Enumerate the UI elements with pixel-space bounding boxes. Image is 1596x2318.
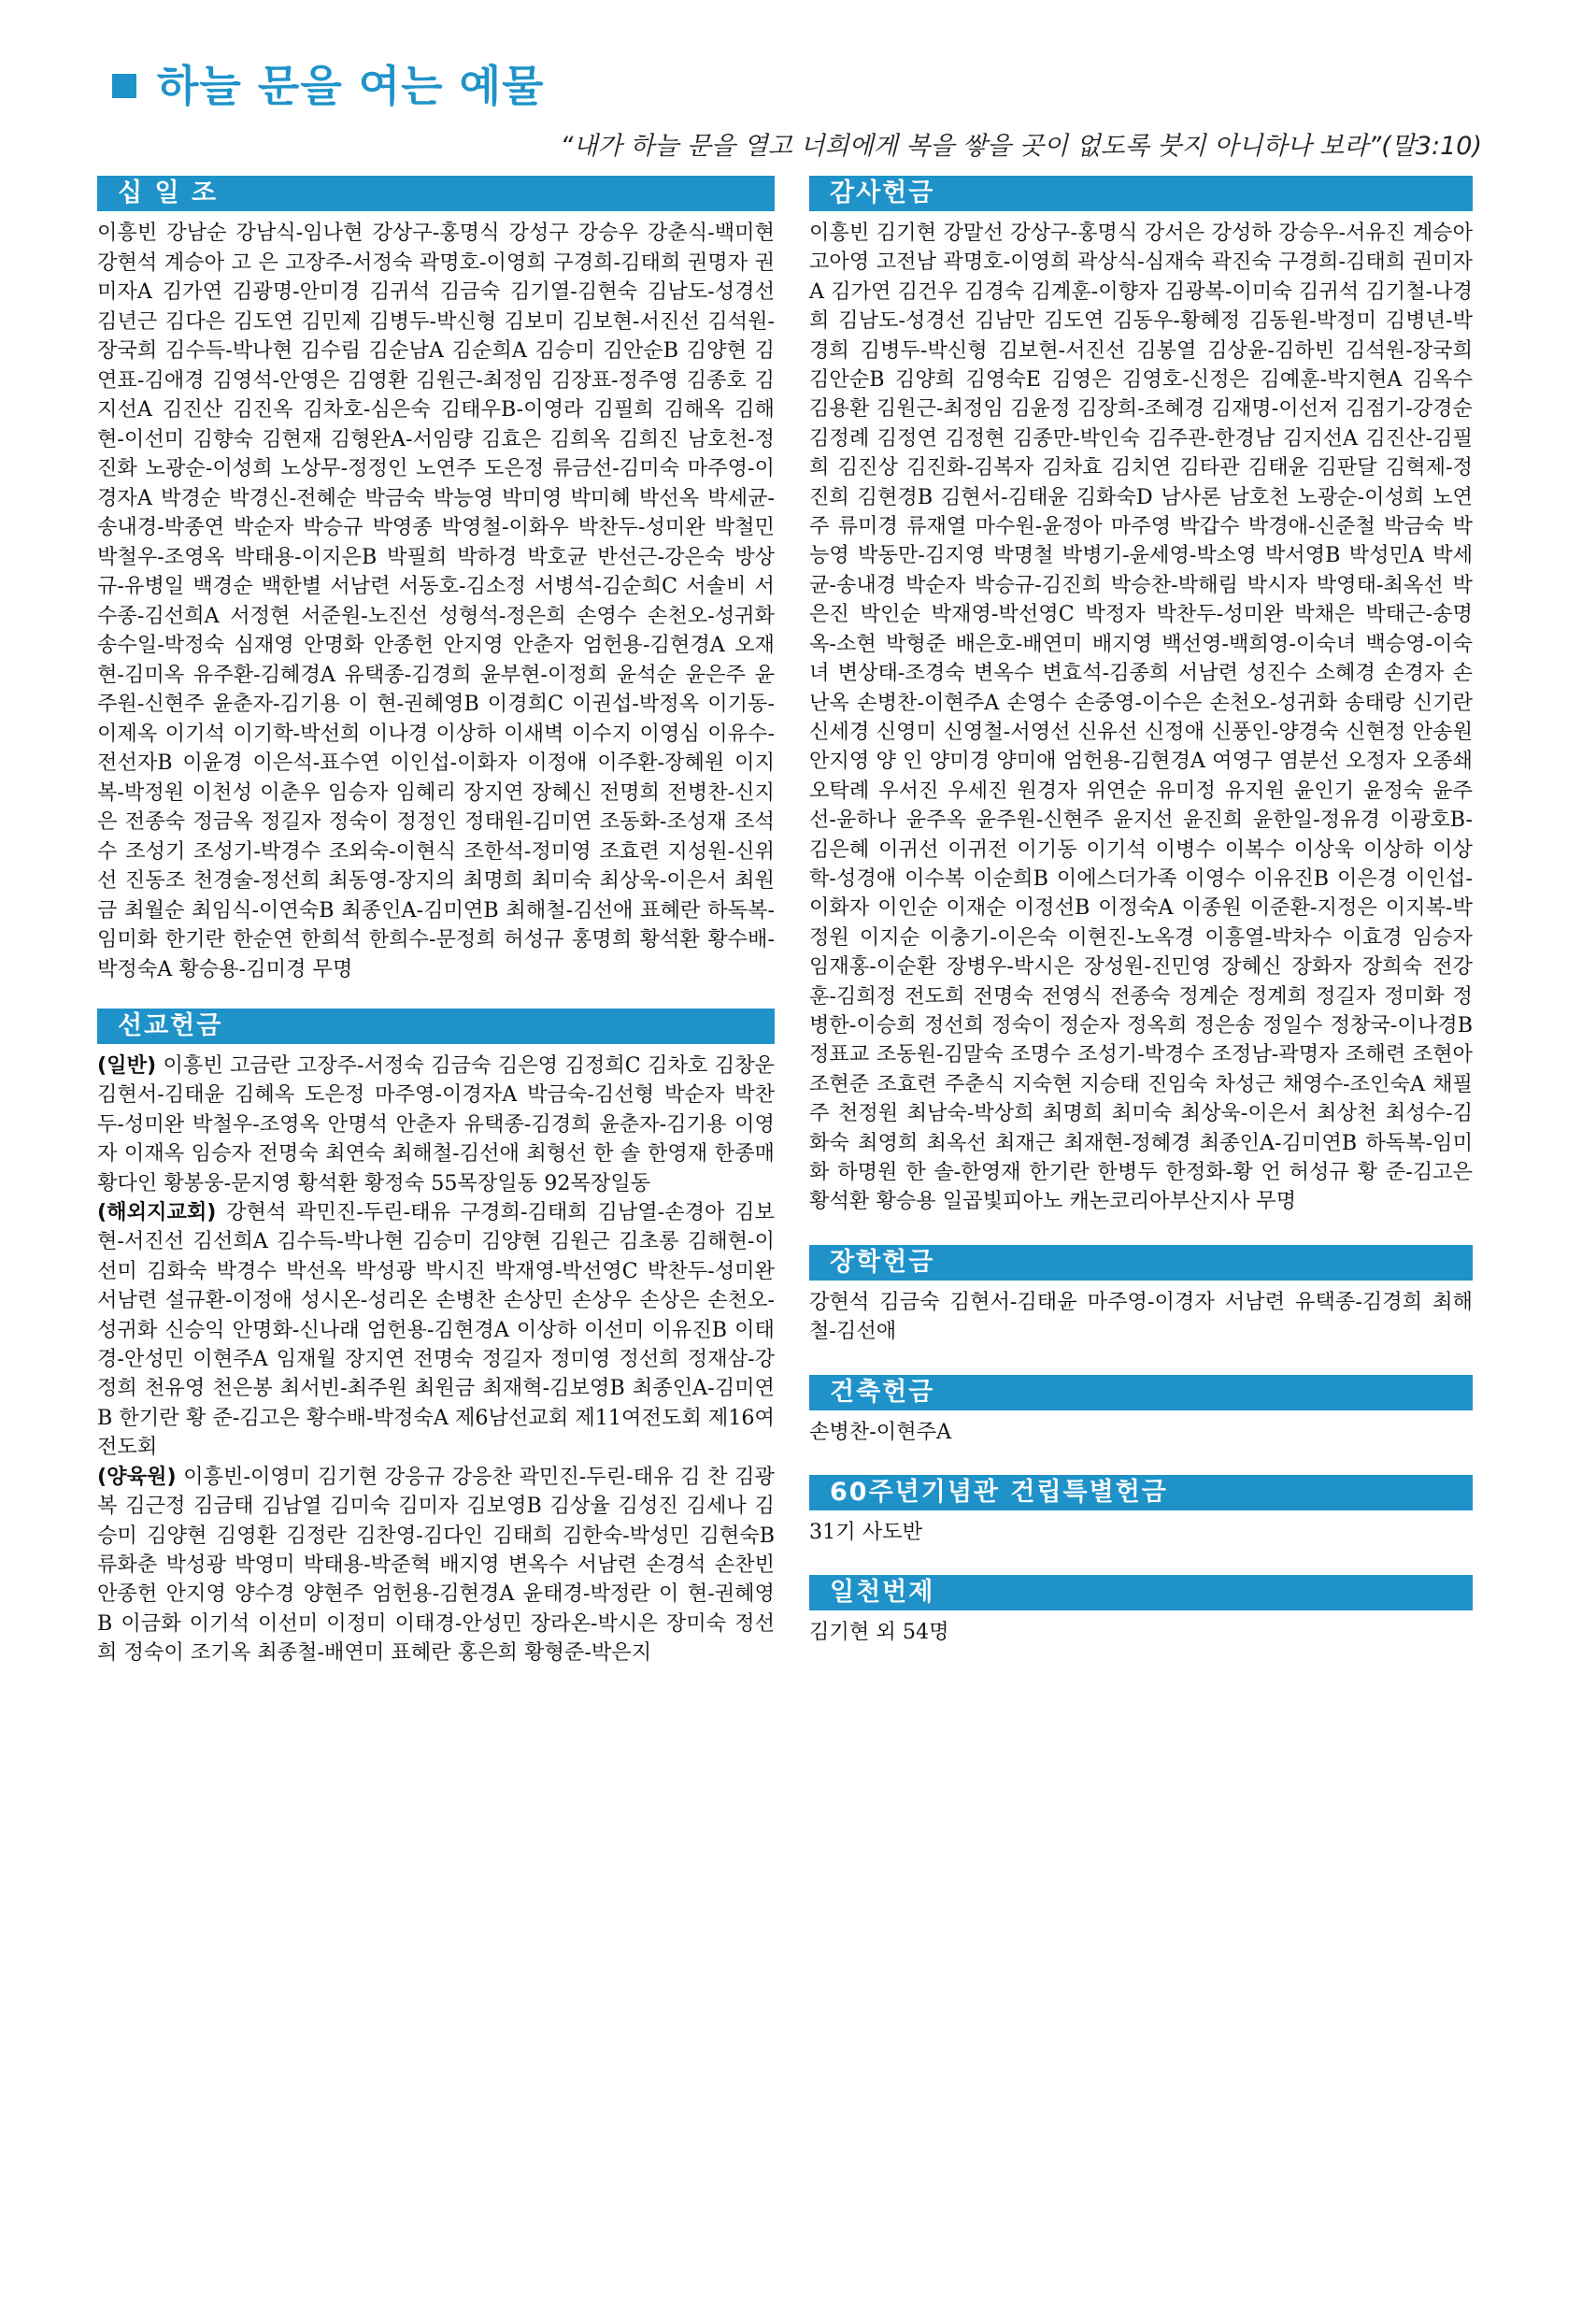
mission-header: 선교헌금 xyxy=(97,1009,775,1044)
scholarship-names: 강현석 김금숙 김현서-김태윤 마주영-이경자 서남련 유택종-김경희 최해철-김선애 xyxy=(809,1289,1473,1344)
scholarship-header: 장학헌금 xyxy=(809,1245,1473,1281)
mission-group-overseas xyxy=(97,1198,775,1463)
tithe-names: 이흥빈 강남순 강남식-임나현 강상구-홍명식 강성구 강승우 강춘식-백미현 강현석 계승아 고 은 고장주-서정숙 곽명호-이영희 구경희-김태희 권명자 권미자A 김가연 김광명-안미경 김귀석 김금숙 김기열-김현숙 김남도-성경선 김년근 김다은 김도연 김민제 김병두-박신형 김보미 김보현-서진선 김석원-장국희 김수득-박나현 김수림 김순남A 김순희A 김승미 김안순B 김양현 김연표-김애경 김영석-안영은 김영환 김원근-최정임 김장표-정주영 김종호 김지선A 김진산 김진옥 김차호-심은숙 김태우B-이영라 김필희 김해옥 김해현-이선미 김향숙 김현재 김형완A-서임량 김효은 김희옥 김희진 남호천-정진화 노광순-이성희 노상무-정정인 노연주 도은정 류금선-김미숙 마주영-이경자A 박경순 박경신-전혜순 박금숙 박능영 박미영 박미혜 박선옥 박세균-송내경-박종연 박순자 박승규 박영종 박영철-이화우 박찬두-성미완 박철민 박철우-조영옥 박태용-이지은B 박필희 박하경 박호균 반선근-강은숙 방상규-유병일 백경순 백한별 서남련 서동호-김소정 서병석-김순희C 서솔비 서수종-김선희A 서정현 서준원-노진선 성형석-정은희 손영수 손천오-성귀화 송수일-박정숙 심재영 안명화 안종헌 안지영 안춘자 엄헌용-김현경A 오재현-김미옥 유주환-김혜경A 유택종-김경희 윤부현-이정희 윤석순 윤은주 윤주원-신현주 윤춘자-김기용 이 현-권혜영B 이경희C 이권섭-박정옥 이기동-이제옥 이기석 이기학-박선희 이나경 이상하 이새벽 이수지 이영심 이유수-전선자B 이윤경 이은석-표수연 이인섭-이화자 이정애 이주환-장혜원 이지복-박정원 이천성 이춘우 임승자 임혜리 장지연 장혜신 전명희 전병찬-신지은 전종숙 정금옥 정길자 정숙이 정정인 정태원-김미연 조동화-조성재 조석수 조성기 조성기-박경수 조외숙-이현식 조한석-정미영 조효련 지성원-신위선 진동조 천경술-정선희 최동영-장지의 최명희 최미숙 최상욱-이은서 최원금 최월순 최임식-이연숙B 최종인A-김미연B 최해철-김선애 표혜란 하독복-임미화 한기란 한순연 한희석 한희수-문정희 허성규 홍명희 황석환 황수배-박정숙A 황승용-김미경 무명 xyxy=(97,221,775,981)
mission-group-general xyxy=(97,1052,775,1198)
left-column xyxy=(97,176,775,1693)
square-bullet-icon xyxy=(112,74,136,98)
mission-group-names: 이흥빈-이영미 김기현 강응규 강응찬 곽민진-두린-태유 김 찬 김광복 김근정 김금태 김남열 김미숙 김미자 김보영B 김상율 김성진 김세나 김승미 김양현 김영환 김정란 김찬영-김다인 김태희 김한숙-박성민 김현숙B 류화춘 박성광 박영미 박태용-박준혁 배지영 변옥수 서남련 손경석 손찬빈 안종헌 안지영 양수경 양현주 엄헌용-김현경A 윤태경-박정란 이 현-권혜영B 이금화 이기석 이선미 이정미 이태경-안성민 장라온-박시은 장미숙 정선희 정숙이 조기옥 최종철-배연미 표혜란 홍은희 황형준-박은지 xyxy=(97,1464,775,1666)
mission-group-orphanage xyxy=(97,1463,775,1668)
mission-body xyxy=(97,1052,775,1668)
building-section xyxy=(809,1375,1473,1447)
thousand-offering-names: 김기현 외 54명 xyxy=(809,1620,949,1645)
mission-group-names: 강현석 곽민진-두린-태유 구경희-김태희 김남열-손경아 김보현-서진선 김선희A 김수득-박나현 김승미 김양현 김원근 김초롱 김해현-이선미 김화숙 박경수 박선옥 박성광 박시진 박재영-박선영C 박찬두-성미완 서남련 설규환-이정애 성시온-성리온 손병찬 손상민 손상우 손상은 손천오-성귀화 신승익 안명화-신나래 엄헌용-김현경A 이상하 이선미 이유진B 이태경-안성민 이현주A 임재월 장지연 전명숙 정길자 정미영 정선희 정재삼-강정희 천유영 천은봉 최서빈-최주원 최원금 최재혁-김보영B 최종인A-김미연B 한기란 황 준-김고은 황수배-박정숙A 제6남선교회 제11여전도회 제16여전도회 xyxy=(97,1200,775,1460)
tithe-header: 십 일 조 xyxy=(97,176,775,211)
mission-group-label: (일반) xyxy=(97,1053,157,1078)
anniversary-section xyxy=(809,1475,1473,1547)
anniversary-header: 60주년기념관 건립특별헌금 xyxy=(809,1475,1473,1510)
thousand-offering-header: 일천번제 xyxy=(809,1575,1473,1610)
thanks-names: 이흥빈 김기현 강말선 강상구-홍명식 강서은 강성하 강승우-서유진 계승아 고아영 고전남 곽명호-이영희 곽상식-심재숙 곽진숙 구경희-김태희 권미자A 김가연 김건우 김경숙 김계훈-이향자 김광복-이미숙 김귀석 김기철-나경희 김남도-성경선 김남만 김도연 김동우-황혜정 김동원-박정미 김병년-박경희 김병두-박신형 김보현-서진선 김봉열 김상윤-김하빈 김석원-장국희 김안순B 김양희 김영숙E 김영은 김영호-신정은 김예훈-박지현A 김옥수 김용환 김원근-최정임 김윤정 김장희-조혜경 김재명-이선저 김점기-강경순 김정례 김정연 김정현 김종만-박인숙 김주관-한경남 김지선A 김진산-김필희 김진상 김진화-김복자 김차효 김치연 김타관 김태윤 김판달 김혁제-정진희 김현경B 김현서-김태윤 김화숙D 남사론 남호천 노광순-이성희 노연주 류미경 류재열 마수원-윤정아 마주영 박갑수 박경애-신준철 박금숙 박능영 박동만-김지영 박명철 박병기-윤세영-박소영 박서영B 박성민A 박세균-송내경 박순자 박승규-김진희 박승찬-박해림 박시자 박영태-최옥선 박은진 박인순 박재영-박선영C 박정자 박찬두-성미완 박채은 박태근-송명옥-소현 박형준 배은호-배연미 배지영 백선영-백희영-이숙녀 백승영-이숙녀 변상태-조경숙 변옥수 변효석-김종희 서남련 성진수 소혜경 손경자 손난옥 손병찬-이현주A 손영수 손중영-이수은 손천오-성귀화 송태랑 신기란 신세경 신영미 신영철-서영선 신유선 신정애 신풍인-양경숙 신현정 안송원 안지영 양 인 양미경 양미애 엄헌용-김현경A 여영구 염분선 오정자 오종쇄 오탁례 우서진 우세진 원경자 위연순 유미정 유지원 윤인기 윤정숙 윤주선-윤하나 윤주옥 윤주원-신현주 윤지선 윤진희 윤한일-정유경 이광호B-김은혜 이귀선 이귀전 이기동 이기석 이병수 이복수 이상욱 이상하 이상학-성경애 이수복 이순희B 이에스더가족 이영수 이유진B 이은경 이인섭-이화자 이인순 이재순 이정선B 이정숙A 이종원 이준환-지정은 이지복-박정원 이지순 이충기-이은숙 이현진-노옥경 이흥열-박차수 이효경 임승자 임재홍-이순환 장병우-박시은 장성원-진민영 장혜신 장화자 장희숙 전강훈-김희정 전도희 전명숙 전영식 전종숙 정계순 정계희 정길자 정미화 정병한-이승희 정선희 정숙이 정순자 정옥희 정은송 정일수 정창국-이나경B 정표교 조동원-김말숙 조명수 조성기-박경수 조정남-곽명자 조해련 조현아 조현준 조효련 주춘식 지숙현 지승태 진임숙 차성근 채영수-조인숙A 채필주 천정원 최남숙-박상희 최명희 최미숙 최상욱-이은서 최상천 최성수-김화숙 최영희 최옥선 최재근 최재현-정혜경 최종인A-김미연B 하독복-임미화 하명원 한 솔-한영재 한기란 한병두 한정화-황 언 허성규 황 준-김고은 황석환 황승용 일곱빛피아노 캐논코리아부산지사 무명 xyxy=(809,221,1473,1214)
building-header: 건축헌금 xyxy=(809,1375,1473,1410)
scripture-quote: “내가 하늘 문을 열고 너희에게 복을 쌓을 곳이 없도록 붓지 아니하나 보라”(말3:10) xyxy=(560,132,1482,161)
thousand-offering-section xyxy=(809,1575,1473,1647)
mission-group-names: 이흥빈 고금란 고장주-서정숙 김금숙 김은영 김정희C 김차호 김창운 김현서-김태윤 김혜옥 도은정 마주영-이경자A 박금숙-김선형 박순자 박찬두-성미완 박철우-조영옥 안명석 안춘자 유택종-김경희 윤춘자-김기용 이영자 이재옥 임승자 전명숙 최연숙 최해철-김선애 최형선 한 솔 한영재 한종매 황다인 황봉웅-문지영 황석환 황정숙 55목장일동 92목장일동 xyxy=(97,1053,775,1195)
title-row xyxy=(112,52,1495,114)
scholarship-section xyxy=(809,1245,1473,1347)
tithe-section xyxy=(97,176,775,984)
thanks-section xyxy=(809,176,1473,1217)
mission-section xyxy=(97,1009,775,1668)
anniversary-names: 31기 사도반 xyxy=(809,1520,923,1545)
page-header xyxy=(112,52,1495,165)
right-column xyxy=(809,176,1473,1672)
mission-group-label: (양육원) xyxy=(97,1464,177,1489)
page-title: 하늘 문을 여는 예물 xyxy=(157,61,545,111)
mission-group-label: (해외지교회) xyxy=(97,1200,217,1225)
building-names: 손병찬-이현주A xyxy=(809,1419,952,1444)
thanks-header: 감사헌금 xyxy=(809,176,1473,211)
